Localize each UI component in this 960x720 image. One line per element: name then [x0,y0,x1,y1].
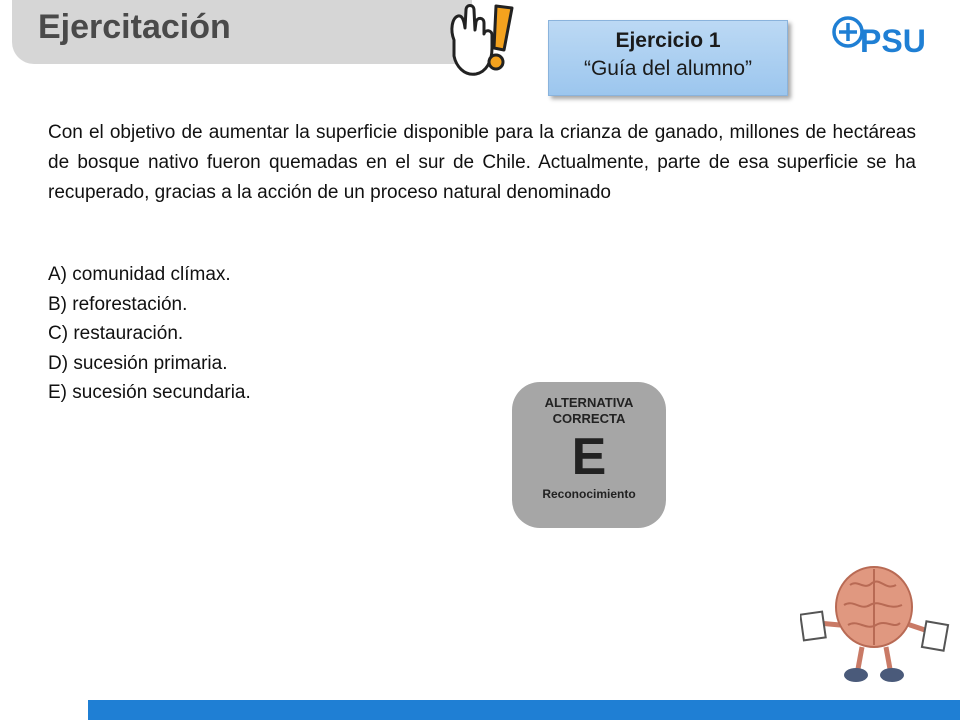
alternative-a: A) comunidad clímax. [48,264,231,285]
answer-letter: E [571,428,607,486]
exercise-title: Ejercicio 1 [615,29,721,52]
exercise-label-box [548,20,788,96]
pointing-hand-exclamation-icon [440,0,520,82]
answer-label-line1: ALTERNATIVA [544,395,634,410]
exercise-subtitle: “Guía del alumno” [583,57,753,80]
brain-character-icon [800,565,950,690]
alternatives-list [48,260,251,408]
alternative-d: D) sucesión primaria. [48,352,228,374]
answer-label-line2: CORRECTA [552,411,626,426]
alternative-c: C) restauración. [48,323,184,344]
logo-text: PSU [860,23,926,58]
alternative-e: E) sucesión secundaria. [48,382,251,403]
answer-skill: Reconocimiento [542,487,636,501]
title-bar [12,0,472,64]
answer-label [512,395,666,427]
psu-logo [826,10,938,58]
bottom-accent-bar [88,700,960,720]
correct-answer-card [512,382,666,528]
page-title: Ejercitación [38,8,231,46]
alternative-b: B) reforestación. [48,293,188,315]
question-text: Con el objetivo de aumentar la superficie disponible para la crianza de ganado, millones de hectáreas de bosque nativo fueron quemadas en el sur de Chile. Actualmente, parte de esa superficie se ha recuperado, gracias a la acción de un proceso natural denominado [48,122,916,203]
